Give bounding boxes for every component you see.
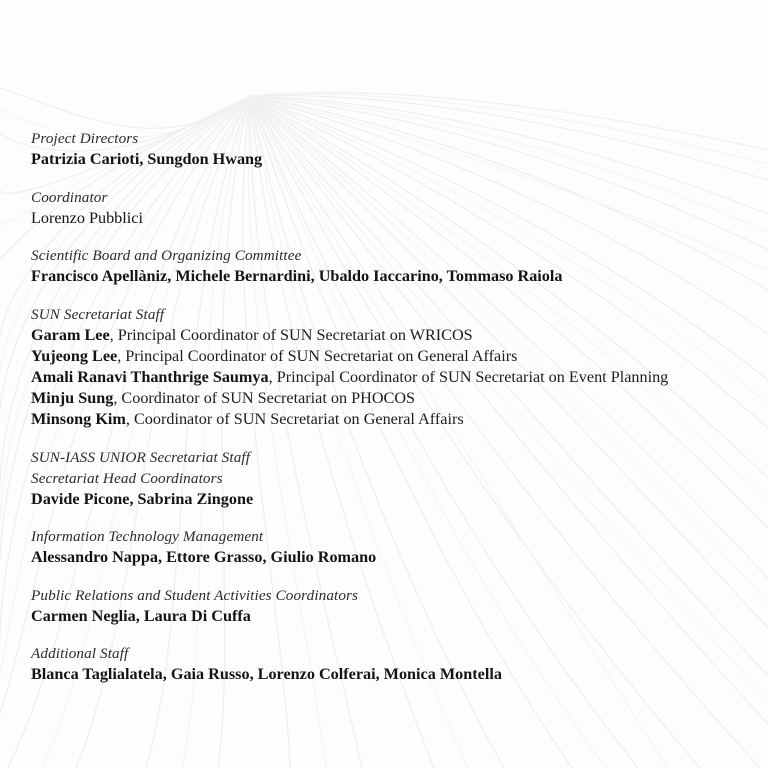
staff-name: Minju Sung — [31, 389, 114, 408]
section-names: Alessandro Nappa, Ettore Grasso, Giulio Romano — [31, 548, 377, 567]
staff-name: Minsong Kim — [31, 410, 126, 429]
credits-section-sun-iass-unior — [31, 447, 747, 511]
credits-section-scientific-board — [31, 245, 747, 288]
credits-section-additional-staff — [31, 643, 747, 686]
staff-role: , Coordinator of SUN Secretariat on General Affairs — [125, 410, 464, 429]
staff-entry — [31, 388, 747, 409]
credits-section-public-relations — [31, 585, 747, 628]
staff-name: Amali Ranavi Thanthrige Saumya — [31, 367, 269, 386]
section-subheading: Secretariat Head Coordinators — [31, 469, 223, 487]
section-heading: Additional Staff — [31, 645, 129, 663]
staff-name: Garam Lee — [31, 325, 110, 344]
staff-role: , Coordinator of SUN Secretariat on PHOCOS — [113, 389, 416, 408]
section-names: Davide Picone, Sabrina Zingone — [31, 489, 254, 508]
section-heading: Scientific Board and Organizing Committee — [31, 247, 302, 264]
staff-entry — [31, 325, 747, 346]
credits-section-project-directors — [31, 128, 747, 171]
staff-entry — [31, 409, 747, 430]
section-names: Blanca Taglialatela, Gaia Russo, Lorenzo Colferai, Monica Montella — [31, 665, 502, 684]
section-heading: Information Technology Management — [31, 528, 264, 546]
staff-name: Yujeong Lee — [31, 346, 118, 365]
credits-section-sun-secretariat-staff — [31, 304, 747, 431]
section-names: Lorenzo Pubblici — [31, 208, 143, 227]
section-heading: SUN-IASS UNIOR Secretariat Staff — [31, 448, 251, 466]
section-heading: Project Directors — [31, 130, 139, 147]
credits-list — [31, 128, 747, 686]
staff-entry — [31, 367, 747, 388]
section-heading: Public Relations and Student Activities Coordinators — [31, 586, 359, 604]
staff-entry — [31, 346, 747, 367]
section-heading: Coordinator — [31, 188, 108, 206]
section-heading: SUN Secretariat Staff — [31, 305, 165, 323]
staff-role: , Principal Coordinator of SUN Secretariat on Event Planning — [268, 367, 669, 386]
section-names: Francisco Apellàniz, Michele Bernardini, Ubaldo Iaccarino, Tommaso Raiola — [31, 267, 563, 285]
section-names: Carmen Neglia, Laura Di Cuffa — [31, 606, 251, 625]
section-names: Patrizia Carioti, Sungdon Hwang — [31, 150, 263, 168]
credits-section-it-management — [31, 526, 747, 569]
staff-role: , Principal Coordinator of SUN Secretariat on General Affairs — [117, 346, 518, 365]
credits-section-coordinator — [31, 187, 747, 230]
staff-role: , Principal Coordinator of SUN Secretariat on WRICOS — [109, 325, 473, 344]
